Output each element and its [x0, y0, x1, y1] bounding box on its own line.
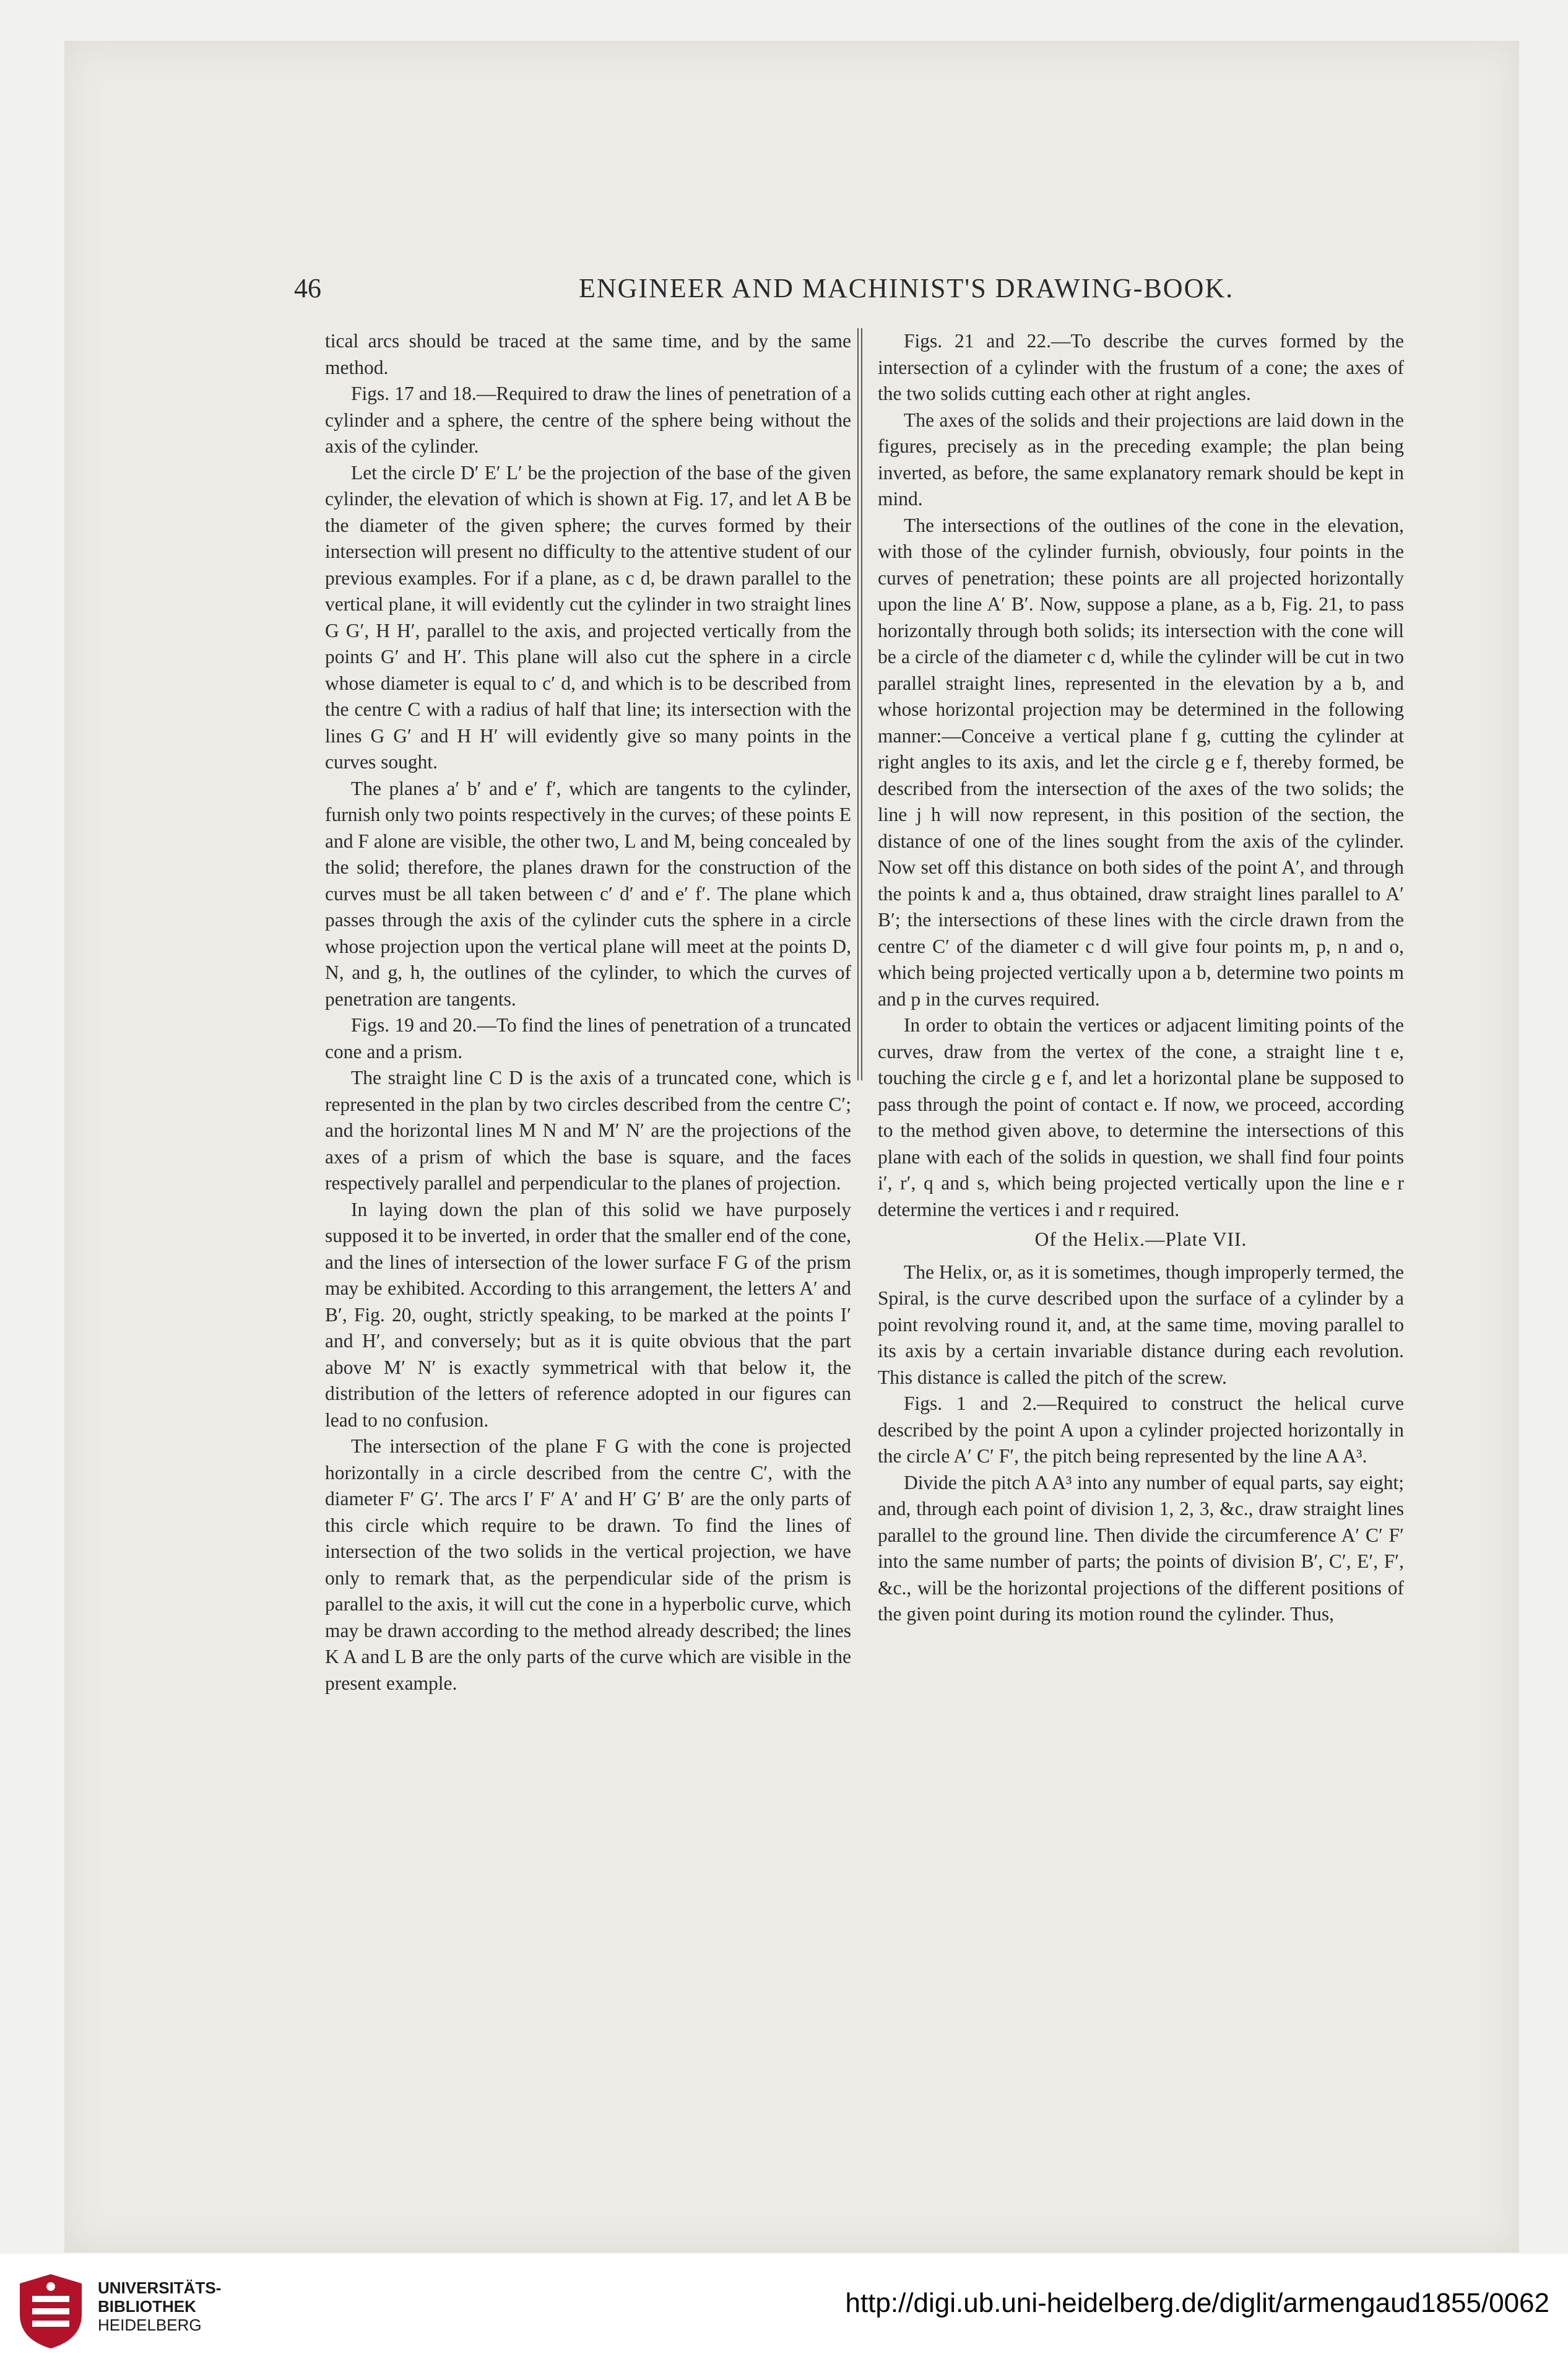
section-heading: Of the Helix.—Plate VII. — [1034, 1228, 1247, 1250]
paragraph: The axes of the solids and their projections are laid down in the figures, precisely as in the preceding example; the plan being inverted, as before, the same explanatory remark should be kept in mind. — [878, 409, 1404, 510]
figure-heading: Figs. 19 and 20.—To find the lines of penetration of a truncated cone and a prism. — [325, 1014, 851, 1062]
paragraph: tical arcs should be traced at the same time, and by the same method. — [325, 330, 851, 378]
paragraph: The straight line C D is the axis of a truncated cone, which is represented in the plan by two circles described from the centre C′; and the horizontal lines M N and M′ N′ are the projections of the axes of a prism of which the base is square, and the faces respectively parallel and perpendicular to the planes of projection. — [325, 1067, 851, 1194]
page-number: 46 — [294, 273, 321, 303]
column-divider — [857, 328, 862, 1080]
running-head: ENGINEER AND MACHINIST'S DRAWING-BOOK. — [579, 273, 1234, 303]
paragraph: In laying down the plan of this solid we have purposely supposed it to be inverted, in order that the smaller end of the cone, and the lines of intersection of the lower surface F G of the prism may be exhibited. According to this arrangement, the letters A′ and B′, Fig. 20, ought, strictly speaking, to be marked at the points I′ and H′, and conversely; but as it is quite obvious that the part above M′ N′ is exactly symmetrical with that below it, the distribution of the letters of reference adopted in our figures can lead to no confusion. — [325, 1198, 851, 1431]
left-column — [325, 328, 851, 1696]
figure-heading: Figs. 1 and 2.—Required to construct the helical curve described by the point A upon a cylinder projected horizontally in the circle A′ C′ F′, the pitch being represented by the line A A³. — [878, 1392, 1404, 1467]
paragraph: In order to obtain the vertices or adjacent limiting points of the curves, draw from the vertex of the cone, a straight line t e, touching the circle g e f, and let a horizontal plane be supposed to pass through the point of contact e. If now, we proceed, according to the method given above, to determine the intersections of this plane with each of the solids in question, we shall find four points i′, r′, q and s, which being projected vertically upon the line e r determine the vertices i and r required. — [878, 1014, 1404, 1220]
figure-heading: Figs. 21 and 22.—To describe the curves formed by the intersection of a cylinder with the frustum of a cone; the axes of the two solids cutting each other at right angles. — [878, 330, 1404, 404]
right-column — [878, 328, 1404, 1628]
figure-heading: Figs. 17 and 18.—Required to draw the lines of penetration of a cylinder and a sphere, the centre of the sphere being without the axis of the cylinder. — [325, 383, 851, 457]
paragraph: The intersections of the outlines of the cone in the elevation, with those of the cylinder furnish, obviously, four points in the curves of penetration; these points are all projected horizontally upon the line A′ B′. Now, suppose a plane, as a b, Fig. 21, to pass horizontally through both solids; its intersection with the cone will be a circle of the diameter c d, while the cylinder will be cut in two parallel straight lines, represented in the elevation by a b, and whose horizontal projection may be determined in the following manner:—Conceive a vertical plane f g, cutting the cylinder at right angles to its axis, and let the circle g e f, thereby formed, be described from the intersection of the axes of the two solids; the line j h will now represent, in this position of the section, the distance of one of the lines sought from the axis of the cylinder. Now set off this distance on both sides of the point A′, and through the points k and a, thus obtained, draw straight lines parallel to A′ B′; the intersections of these lines with the circle drawn from the centre C′ of the diameter c d will give four points m, p, n and o, which being projected vertically upon a b, determine two points m and p in the curves required. — [878, 514, 1404, 1010]
library-footer — [0, 2254, 1568, 2372]
university-seal-icon — [14, 2271, 88, 2352]
permalink-url[interactable]: http://digi.ub.uni-heidelberg.de/diglit/armengaud1855/0062 — [845, 2288, 1549, 2318]
library-name: UNIVERSITÄTS- BIBLIOTHEK HEIDELBERG — [98, 2279, 222, 2334]
paragraph: Divide the pitch A A³ into any number of equal parts, say eight; and, through each point of division 1, 2, 3, &c., draw straight lines parallel to the ground line. Then divide the circumference A′ C′ F′ into the same number of parts; the points of division B′, C′, E′, F′, &c., will be the horizontal projections of the different positions of the given point during its motion round the cylinder. Thus, — [878, 1471, 1404, 1625]
paragraph: Let the circle D′ E′ L′ be the projection of the base of the given cylinder, the elevation of which is shown at Fig. 17, and let A B be the diameter of the given sphere; the curves formed by their intersection will present no difficulty to the attentive student of our previous examples. For if a plane, as c d, be drawn parallel to the vertical plane, it will evidently cut the cylinder in two straight lines G G′, H H′, parallel to the axis, and projected vertically from the points G′ and H′. This plane will also cut the sphere in a circle whose diameter is equal to c′ d, and which is to be described from the centre C with a radius of half that line; its intersection with the lines G G′ and H H′ will evidently give so many points in the curves sought. — [325, 461, 851, 773]
paragraph: The intersection of the plane F G with the cone is projected horizontally in a circle described from the centre C′, with the diameter F′ G′. The arcs I′ F′ A′ and H′ G′ B′ are the only parts of this circle which require to be drawn. To find the lines of intersection of the two solids in the vertical projection, we have only to remark that, as the perpendicular side of the prism is parallel to the axis, it will cut the cone in a hyperbolic curve, which may be drawn according to the method already described; the lines K A and L B are the only parts of the curve which are visible in the present example. — [325, 1435, 851, 1694]
page-header — [294, 272, 1396, 310]
paragraph: The Helix, or, as it is sometimes, though improperly termed, the Spiral, is the curve described upon the surface of a cylinder by a point revolving round it, and, at the same time, moving parallel to its axis by a certain invariable distance during each revolution. This distance is called the pitch of the screw. — [878, 1261, 1404, 1388]
paragraph: The planes a′ b′ and e′ f′, which are tangents to the cylinder, furnish only two points respectively in the curves; of these points E and F alone are visible, the other two, L and M, being concealed by the solid; therefore, the planes drawn for the construction of the curves must be all taken between c′ d′ and e′ f′. The plane which passes through the axis of the cylinder cuts the sphere in a circle whose projection upon the vertical plane will meet at the points D, N, and g, h, the outlines of the cylinder, to which the curves of penetration are tangents. — [325, 777, 851, 1010]
